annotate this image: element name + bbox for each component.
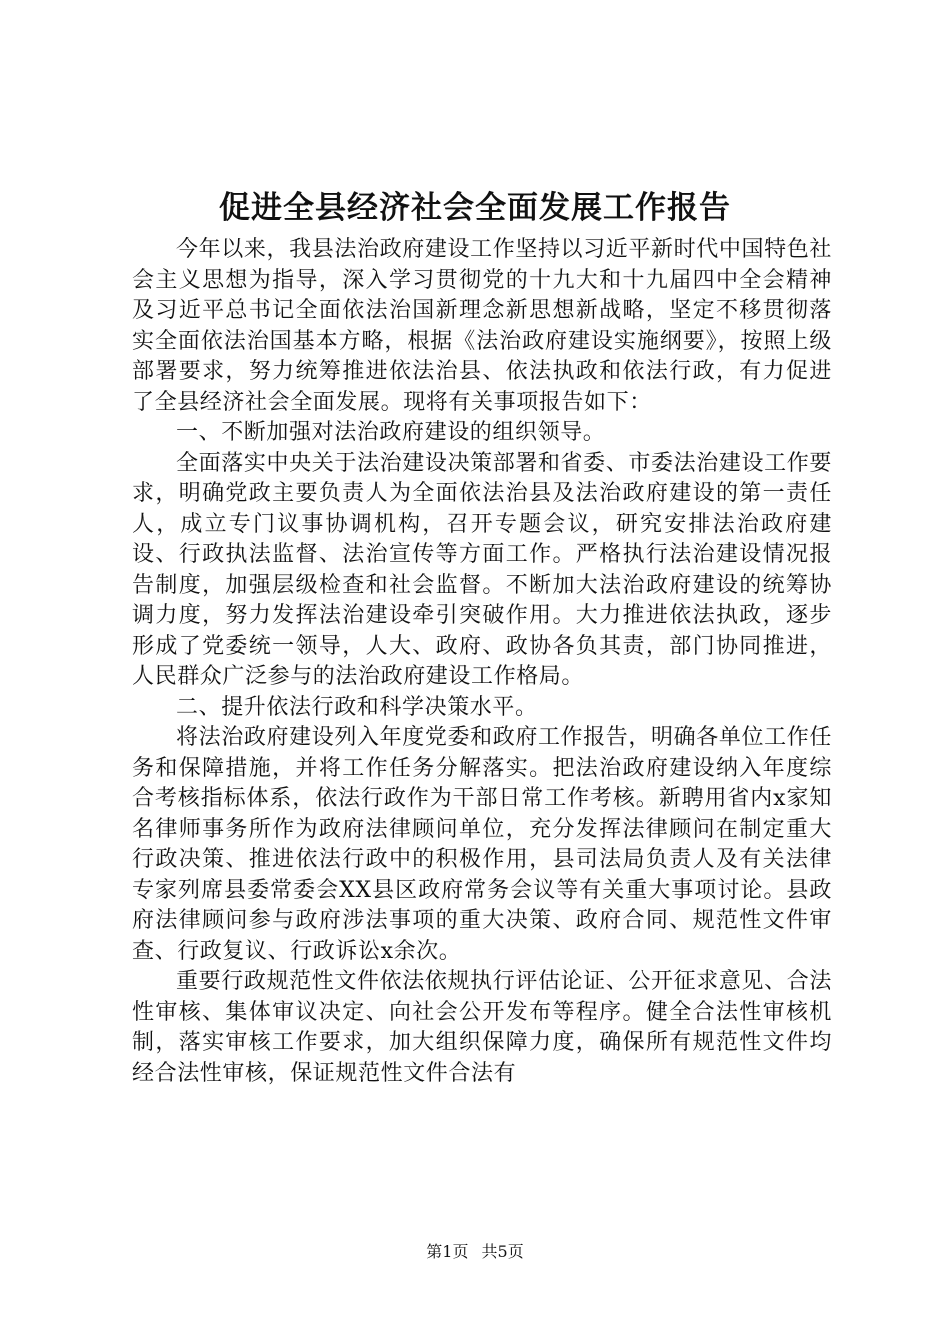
section-1-paragraph: 全面落实中央关于法治建设决策部署和省委、市委法治建设工作要求，明确党政主要负责人为全面依法治县及法治政府建设的第一责任人，成立专门议事协调机构，召开专题会议，研究安排法治政府建设、行政执法监督、法治宣传等方面工作。严格执行法治建设情况报告制度，加强层级检查和社会监督。不断加大法治政府建设的统筹协调力度，努力发挥法治建设牵引突破作用。大力推进依法执政，逐步形成了党委统一领导，人大、政府、政协各负其责，部门协同推进，人民群众广泛参与的法治政府建设工作格局。 [132, 450, 832, 689]
intro-paragraph: 今年以来，我县法治政府建设工作坚持以习近平新时代中国特色社会主义思想为指导，深入学习贯彻党的十九大和十九届四中全会精神及习近平总书记全面依法治国新理念新思想新战略，坚定不移贯彻落实全面依法治国基本方略，根据《法治政府建设实施纲要》，按照上级部署要求，努力统筹推进依法治县、依法执政和依法行政，有力促进了全县经济社会全面发展。现将有关事项报告如下： [132, 237, 832, 415]
document-body [132, 235, 832, 1089]
section-heading-1: 一、不断加强对法治政府建设的组织领导。 [176, 420, 606, 445]
page-total: 共5页 [481, 1242, 524, 1261]
page-footer [0, 1242, 950, 1262]
document-title: 促进全县经济社会全面发展工作报告 [219, 190, 731, 226]
section-heading-2: 二、提升依法行政和科学决策水平。 [176, 694, 538, 720]
section-2-paragraph-1: 将法治政府建设列入年度党委和政府工作报告，明确各单位工作任务和保障措施，并将工作任务分解落实。把法治政府建设纳入年度综合考核指标体系，依法行政作为干部日常工作考核。新聘用省内x家知名律师事务所作为政府法律顾问单位，充分发挥法律顾问在制定重大行政决策、推进依法行政中的积极作用，县司法局负责人及有关法律专家列席县委常委会XX县区政府常务会议等有关重大事项讨论。县政府法律顾问参与政府涉法事项的重大决策、政府合同、规范性文件审查、行政复议、行政诉讼x余次。 [132, 725, 832, 964]
section-2-paragraph-2: 重要行政规范性文件依法依规执行评估论证、公开征求意见、合法性审核、集体审议决定、向社会公开发布等程序。健全合法性审核机制，落实审核工作要求，加大组织保障力度，确保所有规范性文件均经合法性审核，保证规范性文件合法有 [132, 969, 832, 1086]
page-number: 第1页 [426, 1242, 469, 1261]
